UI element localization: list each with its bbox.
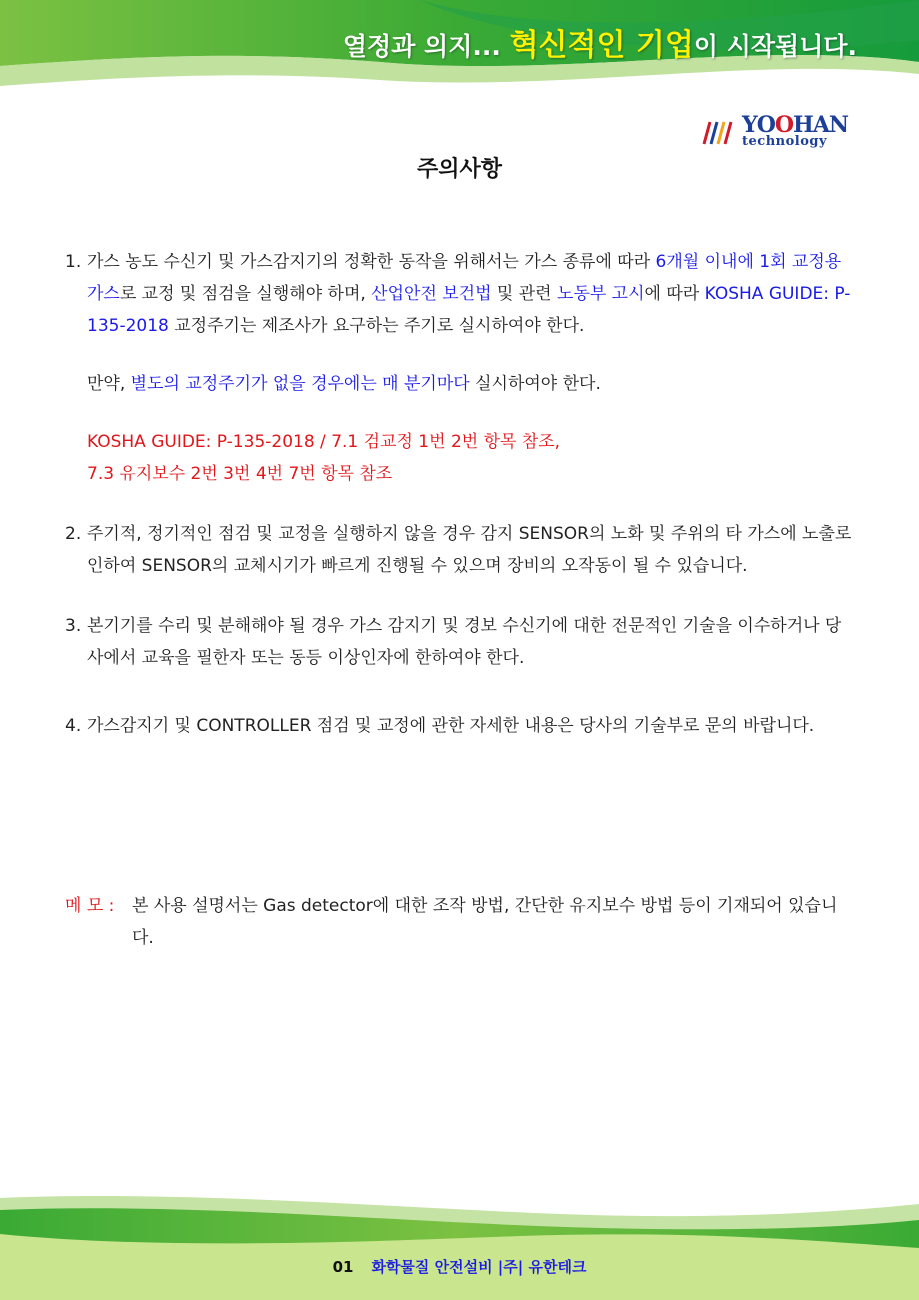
content-body: [65, 246, 855, 954]
item-number: 2.: [65, 524, 82, 544]
list-item-3: [65, 610, 855, 674]
memo-text: 본 사용 설명서는 Gas detector에 대한 조작 방법, 간단한 유지보수 방법 등이 기재되어 있습니다.: [132, 896, 838, 948]
page-number: 01: [332, 1258, 354, 1276]
list-item-1: [65, 246, 855, 490]
item-number: 4.: [65, 716, 82, 736]
item-1-paragraph: 가스 농도 수신기 및 가스감지기의 정확한 동작을 위해서는 가스 종류에 따라 6개월 이내에 1회 교정용 가스로 교정 및 점검을 실행해야 하며, 산업안전 보건법 및 관련 노동부 고시에 따라 KOSHA GUIDE: P-135-2018 교정주기는 제조사가 요구하는 주기로 실시하여야 한다.: [87, 252, 851, 336]
footer-company: 화학물질 안전설비 |주| 유한테크: [371, 1258, 587, 1276]
list-item-2: [65, 518, 855, 582]
page-title: 주의사항: [416, 157, 502, 182]
list-item-4: [65, 710, 855, 742]
note-highlight: 별도의 교정주기가 없을 경우에는 매 분기마다: [130, 374, 470, 394]
memo-label: 메 모 :: [65, 896, 115, 916]
safety-law: 산업안전 보건법: [371, 284, 492, 304]
item-number: 3.: [65, 616, 82, 636]
item-1-note: 만약, 별도의 교정주기가 없을 경우에는 매 분기마다 실시하여야 한다.: [87, 374, 601, 394]
item-3-text: 본기기를 수리 및 분해해야 될 경우 가스 감지기 및 경보 수신기에 대한 전문적인 기술을 이수하거나 당사에서 교육을 필한자 또는 동등 이상인자에 한하여야 한다.: [87, 616, 842, 668]
logo-subtitle: technology: [742, 134, 828, 149]
logo-stripes-icon: [700, 116, 738, 146]
kosha-reference-2: 7.3 유지보수 2번 3번 4번 7번 항목 참조: [87, 464, 393, 484]
slogan-highlight: 혁신적인 기업: [509, 28, 694, 63]
item-2-text: 주기적, 정기적인 점검 및 교정을 실행하지 않을 경우 감지 SENSOR의 노화 및 주위의 타 가스에 노출로 인하여 SENSOR의 교체시기가 빠르게 진행될 수 있으며 장비의 오작동이 될 수 있습니다.: [87, 524, 852, 576]
kosha-guide: KOSHA GUIDE: P-135-2018: [87, 284, 851, 336]
kosha-reference-1: KOSHA GUIDE: P-135-2018 / 7.1 검교정 1번 2번 항목 참조,: [87, 432, 561, 452]
slogan-prefix: 열정과 의지...: [342, 32, 510, 61]
item-4-text: 가스감지기 및 CONTROLLER 점검 및 교정에 관한 자세한 내용은 당사의 기술부로 문의 바랍니다.: [87, 716, 815, 736]
footer-band: [0, 1190, 919, 1300]
logo-name: YOOHAN: [742, 112, 849, 138]
slogan-suffix: 이 시작됩니다.: [693, 32, 857, 61]
page-footer: [0, 1256, 919, 1277]
memo-note: [65, 890, 855, 954]
header-slogan: [343, 20, 857, 64]
labor-notice: 노동부 고시: [557, 284, 645, 304]
item-number: 1.: [65, 252, 82, 272]
company-logo: [700, 112, 860, 154]
calibration-period: 6개월 이내에 1회 교정용 가스: [87, 252, 842, 304]
